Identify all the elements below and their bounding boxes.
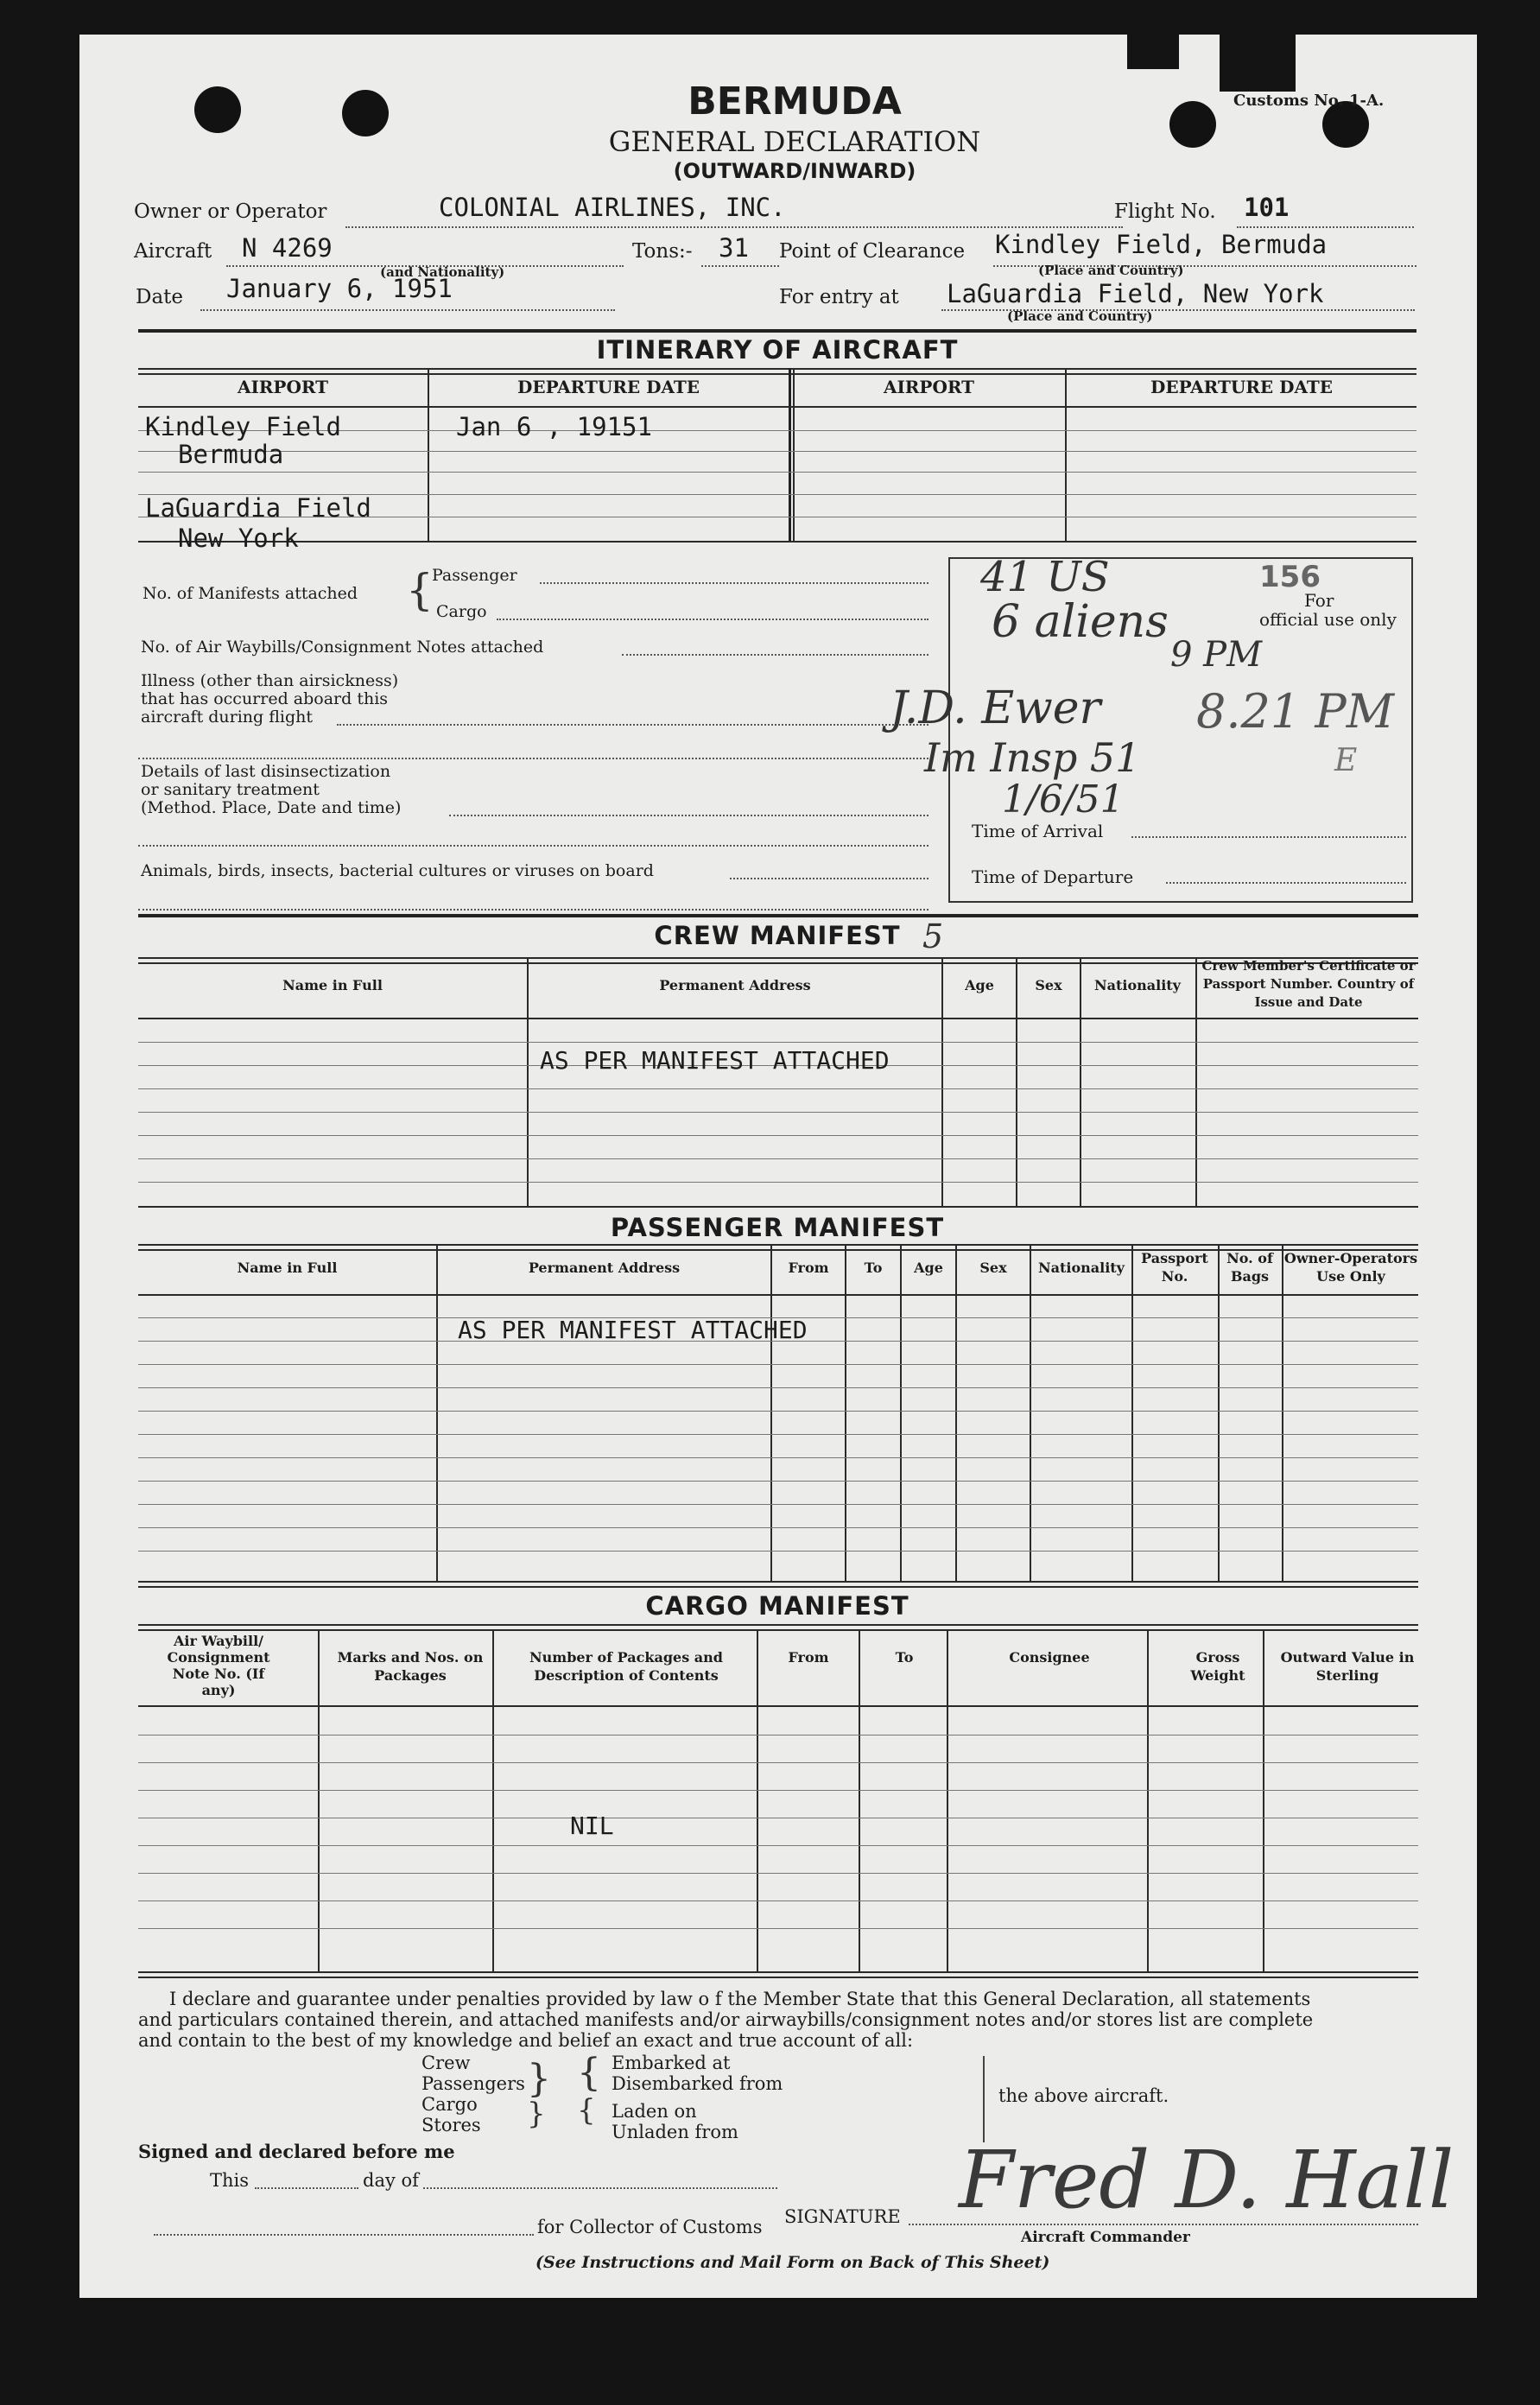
manifests-brace: { xyxy=(406,565,434,615)
cargo-col-marks: Marks and Nos. on Packages xyxy=(337,1649,484,1684)
official-arrival-label: Time of Arrival xyxy=(972,821,1104,841)
passenger-col-from: From xyxy=(788,1260,829,1276)
date-value: January 6, 1951 xyxy=(226,274,453,303)
itinerary-airport-1-country: Bermuda xyxy=(178,440,284,469)
form-title: BERMUDA xyxy=(688,79,902,124)
entry-value: LaGuardia Field, New York xyxy=(947,279,1324,308)
declaration-line-2: and particulars contained therein, and attached manifests and/or airwaybills/consignment notes and/or stores list are complete xyxy=(138,2009,1314,2030)
cargo-col-weight: Gross Weight xyxy=(1190,1649,1245,1684)
entry-label: For entry at xyxy=(779,286,899,308)
clearance-value: Kindley Field, Bermuda xyxy=(995,230,1328,259)
crew-col-sex: Sex xyxy=(1035,977,1062,993)
crew-count: 5 xyxy=(922,917,944,955)
crew-col-nationality: Nationality xyxy=(1094,977,1181,993)
crew-note: AS PER MANIFEST ATTACHED xyxy=(540,1046,890,1075)
declaration-item-passengers: Passengers xyxy=(421,2073,525,2094)
crew-title: CREW MANIFEST xyxy=(654,921,901,950)
passenger-col-owner-use: Owner-Operators Use Only xyxy=(1283,1250,1418,1285)
passenger-label: Passenger xyxy=(432,566,517,585)
itinerary-date-1: Jan 6 , 19151 xyxy=(456,412,652,441)
cargo-col-value: Outward Value in Sterling xyxy=(1280,1649,1415,1684)
torn-corner xyxy=(1127,35,1179,69)
flight-label: Flight No. xyxy=(1114,200,1216,223)
declaration-action-embarked: Embarked at xyxy=(612,2053,731,2073)
cargo-col-to: To xyxy=(895,1649,914,1666)
declaration-item-stores: Stores xyxy=(421,2115,481,2135)
tons-value: 31 xyxy=(719,233,749,263)
official-inspector: J.D. Ewer xyxy=(890,682,1101,734)
entry-sub: (Place and Country) xyxy=(1007,308,1153,324)
declaration-brace: { xyxy=(577,2051,601,2095)
cargo-label: Cargo xyxy=(436,602,487,621)
official-departure-label: Time of Departure xyxy=(972,866,1134,887)
owner-label: Owner or Operator xyxy=(134,200,327,223)
signed-declared: Signed and declared before me xyxy=(138,2141,455,2162)
declaration-item-cargo: Cargo xyxy=(421,2094,478,2115)
itinerary-title: ITINERARY OF AIRCRAFT xyxy=(596,335,959,365)
passenger-col-passport: Passport No. xyxy=(1141,1250,1208,1285)
form-subtitle: GENERAL DECLARATION xyxy=(608,125,981,158)
passenger-col-nationality: Nationality xyxy=(1038,1260,1125,1276)
declaration-above: the above aircraft. xyxy=(998,2085,1169,2106)
official-us-count: 41 US xyxy=(980,553,1110,601)
illness-label-3: aircraft during flight xyxy=(141,708,314,727)
animals-label: Animals, birds, insects, bacterial cultures or viruses on board xyxy=(141,861,654,880)
crew-col-age: Age xyxy=(965,977,994,993)
declaration-action-laden: Laden on xyxy=(612,2101,697,2122)
manifests-label: No. of Manifests attached xyxy=(143,584,358,603)
itinerary-airport-1: Kindley Field xyxy=(145,412,341,441)
clearance-sub: (Place and Country) xyxy=(1038,263,1184,278)
passenger-note: AS PER MANIFEST ATTACHED xyxy=(458,1316,808,1344)
declaration-brace: } xyxy=(527,2097,546,2131)
passenger-col-sex: Sex xyxy=(979,1260,1007,1276)
collector-of-customs: for Collector of Customs xyxy=(537,2217,763,2237)
declaration-action-unladen: Unladen from xyxy=(612,2122,738,2142)
official-9pm: 9 PM xyxy=(1170,635,1263,675)
official-insp-note: Im Insp 51 xyxy=(924,734,1141,781)
torn-corner xyxy=(1220,35,1296,92)
aircraft-commander: Aircraft Commander xyxy=(1021,2229,1190,2246)
form-number: Customs No. 1-A. xyxy=(1233,92,1385,110)
clearance-label: Point of Clearance xyxy=(779,240,966,263)
declaration-line-3: and contain to the best of my knowledge and belief an exact and true account of all: xyxy=(138,2030,914,2051)
declaration-brace: { xyxy=(577,2093,596,2128)
itinerary-airport-2-country: New York xyxy=(178,524,299,553)
cargo-col-consignee: Consignee xyxy=(1009,1649,1090,1666)
passenger-col-bags: No. of Bags xyxy=(1226,1250,1273,1285)
official-use-label: official use only xyxy=(1259,609,1397,630)
tons-label: Tons:- xyxy=(632,240,693,263)
passenger-col-to: To xyxy=(864,1260,883,1276)
aircraft-label: Aircraft xyxy=(134,240,212,263)
declaration-item-crew: Crew xyxy=(421,2053,471,2073)
passenger-col-address: Permanent Address xyxy=(528,1260,681,1276)
footer-instructions: (See Instructions and Mail Form on Back of This Sheet) xyxy=(536,2253,1050,2272)
owner-value: COLONIAL AIRLINES, INC. xyxy=(439,193,786,222)
official-date-hw: 1/6/51 xyxy=(1002,777,1125,822)
cargo-col-packages: Number of Packages and Description of Contents xyxy=(529,1649,723,1684)
passenger-title: PASSENGER MANIFEST xyxy=(610,1213,945,1242)
punch-hole xyxy=(1169,101,1216,148)
itinerary-airport-2: LaGuardia Field xyxy=(145,493,371,523)
crew-col-certificate: Crew Member's Certificate or Passport Number. Country of Issue and Date xyxy=(1201,958,1416,1010)
aircraft-sub: (and Nationality) xyxy=(380,264,505,280)
col-airport: AIRPORT xyxy=(237,377,329,397)
punch-hole xyxy=(194,86,241,133)
col-departure-date: DEPARTURE DATE xyxy=(517,377,700,397)
waybills-label: No. of Air Waybills/Consignment Notes attached xyxy=(141,638,544,657)
aircraft-value: N 4269 xyxy=(242,233,333,263)
passenger-col-name: Name in Full xyxy=(237,1260,338,1276)
declaration-this: This xyxy=(210,2170,250,2191)
official-aliens-count: 6 aliens xyxy=(992,596,1169,648)
punch-hole xyxy=(342,90,389,136)
disinsect-label-1: Details of last disinsectization xyxy=(141,762,391,781)
illness-label-2: that has occurred aboard this xyxy=(141,689,389,708)
declaration-line-1: I declare and guarantee under penalties provided by law o f the Member State that this General Declaration, all statements xyxy=(169,1989,1311,2009)
signature-label: SIGNATURE xyxy=(784,2206,901,2227)
official-for-label: For xyxy=(1304,590,1334,611)
cargo-note: NIL xyxy=(570,1812,614,1840)
declaration-brace: } xyxy=(527,2057,551,2101)
flight-value: 101 xyxy=(1244,193,1290,222)
col-departure-date-2: DEPARTURE DATE xyxy=(1150,377,1333,397)
crew-col-name: Name in Full xyxy=(282,977,383,993)
cargo-col-waybill: Air Waybill/ Consignment Note No. (If any) xyxy=(167,1633,270,1698)
declaration-action-disembarked: Disembarked from xyxy=(612,2073,783,2094)
passenger-col-age: Age xyxy=(914,1260,943,1276)
disinsect-label-3: (Method. Place, Date and time) xyxy=(141,798,402,817)
cargo-col-from: From xyxy=(788,1649,829,1666)
cargo-title: CARGO MANIFEST xyxy=(645,1591,909,1621)
declaration-day-of: day of xyxy=(363,2170,419,2191)
illness-label-1: Illness (other than airsickness) xyxy=(141,671,399,690)
commander-signature: Fred D. Hall xyxy=(959,2134,1454,2226)
official-stamp-number: 156 xyxy=(1259,560,1321,594)
col-airport-2: AIRPORT xyxy=(883,377,975,397)
disinsect-label-2: or sanitary treatment xyxy=(141,780,320,799)
official-e-mark: E xyxy=(1334,743,1358,778)
crew-col-address: Permanent Address xyxy=(659,977,811,993)
official-arrival-time: 8.21 PM xyxy=(1196,684,1395,739)
form-inout: (OUTWARD/INWARD) xyxy=(673,159,916,183)
date-label: Date xyxy=(136,286,184,308)
